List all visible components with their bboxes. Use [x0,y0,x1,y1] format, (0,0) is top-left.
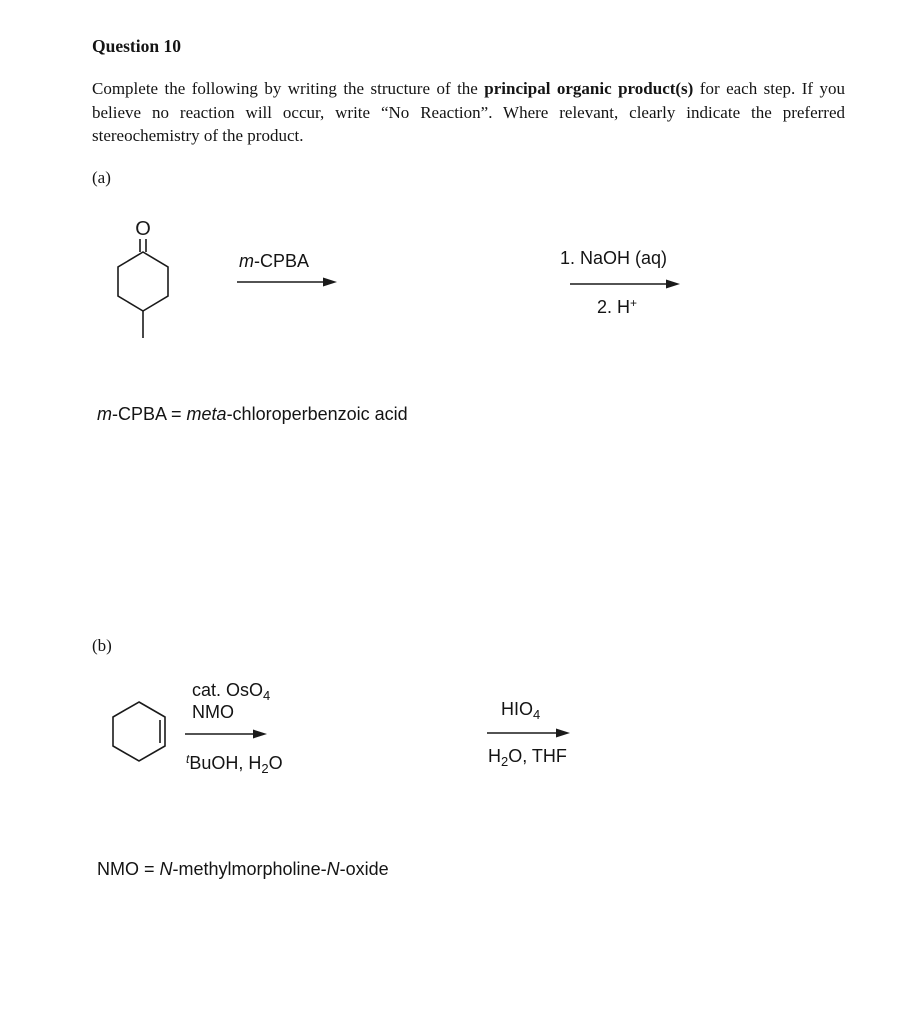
reagent-mcpba-rest: -CPBA [254,251,310,271]
water-thf-h: H [488,746,501,766]
reaction-arrow-b2 [487,722,570,742]
reaction-arrow-a1 [237,271,337,291]
reaction-arrow-a2 [570,273,680,293]
water-thf-rest: O, THF [508,746,567,766]
molecule-4-methylcyclohexanone [95,208,195,348]
acid-workup-charge: + [630,296,638,310]
reagent-label-nmo: NMO [192,702,234,722]
hio4-main: HIO [501,699,534,719]
footnote-nmo-i2: N [326,859,340,879]
footnote-nmo-t2: -methylmorpholine- [172,859,327,879]
reagent-label-acid-workup [597,297,637,318]
footnote-nmo-t1: NMO = [97,859,160,879]
tbuoh-superscript-t: t [186,752,190,766]
question-title: Question 10 [92,36,181,56]
molecule-cyclohexene [105,694,175,770]
oso4-main: cat. OsO [192,680,264,700]
part-a-label: (a) [92,168,111,187]
reagent-label-hio4 [501,699,540,720]
footnote-mcpba-definition [97,404,408,425]
water-subscript: 2 [261,761,269,776]
question-instructions [92,77,845,148]
solvent-label-tbuoh-water [186,753,283,774]
water-o: O [268,753,283,773]
tbuoh-main: BuOH, H [189,753,262,773]
solvent-label-water-thf [488,746,567,767]
instructions-text-before: Complete the following by writing the structure of the [92,79,485,98]
footnote-mcpba-i2: meta [186,404,227,424]
part-b-label: (b) [92,636,112,655]
reagent-label-oso4 [192,680,270,701]
water-thf-subscript: 2 [501,754,509,769]
footnote-mcpba-t1: -CPBA = [112,404,187,424]
instructions-bold-phrase: principal organic product(s) [484,79,694,98]
footnote-mcpba-i1: m [97,404,112,424]
footnote-mcpba-t2: -chloroperbenzoic acid [226,404,408,424]
cyclohexane-ring [118,252,168,311]
footnote-nmo-definition [97,859,389,880]
footnote-nmo-i1: N [159,859,173,879]
reagent-mcpba-italic-m: m [239,251,254,271]
acid-workup-main: 2. H [597,297,631,317]
footnote-nmo-t3: -oxide [339,859,389,879]
reagent-label-naoh: 1. NaOH (aq) [560,248,668,268]
reagent-label-mcpba [239,251,309,272]
hio4-subscript: 4 [533,707,541,722]
reaction-arrow-b1 [185,723,267,743]
instructions-text-after: for each step. If you believe no reaction will occur, write “No Reaction”. Where relevant, clearly indicate the preferred stereochemistry of the product. [92,79,845,145]
carbonyl-oxygen-label: O [135,218,151,240]
oso4-subscript: 4 [263,688,271,703]
cyclohexene-ring [113,702,165,761]
